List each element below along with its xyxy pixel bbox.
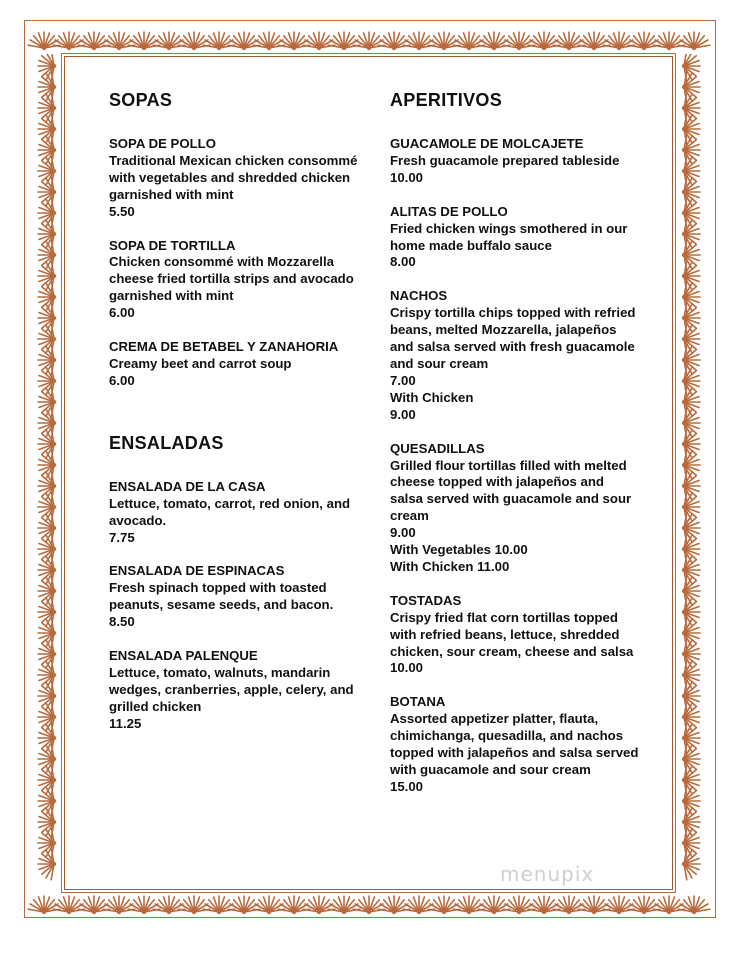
menu-item [390, 204, 640, 272]
fan-ornament-icon [38, 197, 56, 229]
fan-ornament-icon [38, 155, 56, 187]
watermark-logo: menupix [500, 862, 595, 886]
section-ensaladas [109, 431, 359, 733]
fan-ornament-icon [682, 722, 700, 754]
fan-ornament-icon [578, 32, 610, 50]
menu-item [109, 136, 359, 221]
fan-ornament-icon [38, 386, 56, 418]
section-title: APERITIVOS [390, 90, 503, 110]
fan-ornament-icon [38, 176, 56, 208]
fan-ornament-icon [38, 323, 56, 355]
fan-ornament-icon [682, 323, 700, 355]
section-title: SOPAS [109, 90, 173, 110]
item-name: GUACAMOLE DE MOLCAJETE [390, 136, 584, 151]
fan-ornament-icon [38, 827, 56, 859]
item-extra: 9.00 [390, 406, 416, 422]
fan-ornament-icon [278, 32, 310, 50]
fan-ornament-icon [682, 764, 700, 796]
fan-ornament-icon [38, 428, 56, 460]
fan-ornament-icon [682, 533, 700, 565]
fan-ornament-icon [453, 32, 485, 50]
fan-ornament-icon [38, 365, 56, 397]
fan-ornament-icon [403, 32, 435, 50]
fan-ornament-icon [38, 92, 56, 124]
fan-ornament-icon [682, 155, 700, 187]
fan-ornament-icon [428, 896, 460, 914]
fan-ornament-icon [53, 32, 85, 50]
fan-ornament-icon [228, 896, 260, 914]
item-name: QUESADILLAS [390, 440, 485, 456]
menu-item [109, 238, 359, 323]
fan-ornament-icon [38, 239, 56, 271]
fan-ornament-icon [128, 896, 160, 914]
menu-item [109, 479, 359, 547]
fan-ornament-icon [38, 54, 56, 82]
fan-ornament-icon [38, 680, 56, 712]
fan-ornament-icon [38, 491, 56, 523]
fan-ornament-icon [578, 896, 610, 914]
item-description: Creamy beet and carrot soup [109, 355, 292, 371]
item-price: 8.00 [390, 254, 416, 270]
fan-ornament-icon [682, 638, 700, 670]
fan-ornament-icon [178, 896, 210, 914]
fan-ornament-icon [378, 32, 410, 50]
item-price: 7.00 [390, 372, 416, 388]
fan-ornament-icon [38, 617, 56, 649]
fan-ornament-icon [682, 134, 700, 166]
fan-ornament-icon [28, 32, 60, 50]
item-name: ALITAS DE POLLO [390, 203, 508, 219]
menu-item [390, 288, 640, 423]
fan-ornament-icon [178, 32, 210, 50]
fan-ornament-icon [38, 134, 56, 166]
fan-ornament-icon [38, 281, 56, 313]
fan-ornament-icon [682, 449, 700, 481]
item-name: ENSALADA PALENQUE [109, 648, 258, 664]
border-right-ornament [676, 54, 714, 884]
item-name: ENSALADA DE ESPINACAS [109, 563, 285, 579]
left-column [109, 88, 359, 750]
fan-ornament-icon [378, 896, 410, 914]
item-price: 10.00 [390, 660, 424, 676]
fan-ornament-icon [328, 896, 360, 914]
item-name: CREMA DE BETABEL Y ZANAHORIA [109, 339, 339, 355]
fan-ornament-icon [682, 596, 700, 628]
item-price: 6.00 [109, 305, 135, 321]
fan-ornament-icon [682, 239, 700, 271]
fan-ornament-icon [682, 92, 700, 124]
fan-ornament-icon [203, 896, 235, 914]
fan-ornament-icon [38, 533, 56, 565]
item-extra: With Chicken 11.00 [390, 558, 510, 574]
fan-ornament-icon [682, 680, 700, 712]
fan-ornament-icon [678, 896, 710, 914]
fan-ornament-icon [682, 218, 700, 250]
fan-ornament-icon [253, 896, 285, 914]
fan-ornament-icon [653, 896, 685, 914]
item-description: Assorted appetizer platter, flauta, chimichanga, quesadilla, and nachos topped with jalapeños and salsa served with guacamole and sour cream [390, 711, 639, 777]
fan-ornament-icon [682, 344, 700, 376]
fan-ornament-icon [653, 32, 685, 50]
item-name: BOTANA [390, 694, 446, 710]
item-name: TOSTADAS [390, 592, 462, 608]
fan-ornament-icon [128, 32, 160, 50]
item-extra: With Vegetables 10.00 [390, 542, 528, 558]
fan-ornament-icon [682, 386, 700, 418]
fan-ornament-icon [603, 896, 635, 914]
fan-ornament-icon [528, 896, 560, 914]
fan-ornament-icon [682, 554, 700, 586]
fan-ornament-icon [682, 659, 700, 691]
fan-ornament-icon [603, 32, 635, 50]
fan-ornament-icon [38, 512, 56, 544]
fan-ornament-icon [682, 428, 700, 460]
fan-ornament-icon [38, 302, 56, 334]
fan-ornament-icon [478, 32, 510, 50]
item-price: 8.50 [109, 614, 135, 630]
item-price: 6.00 [109, 372, 135, 388]
fan-ornament-icon [38, 470, 56, 502]
fan-ornament-icon [38, 554, 56, 586]
fan-ornament-icon [682, 407, 700, 439]
item-price: 9.00 [390, 525, 416, 541]
section-gap [109, 407, 359, 431]
section-title: ENSALADAS [109, 432, 224, 453]
item-description: Crispy tortilla chips topped with refried beans, melted Mozzarella, jalapeños and salsa served with fresh guacamole and sour cream [390, 305, 636, 371]
fan-ornament-icon [38, 659, 56, 691]
fan-ornament-icon [328, 32, 360, 50]
item-description: Traditional Mexican chicken consommé with vegetables and shredded chicken garnished with mint [109, 152, 358, 202]
fan-ornament-icon [682, 470, 700, 502]
fan-ornament-icon [153, 32, 185, 50]
item-name: SOPA DE POLLO [109, 136, 216, 151]
fan-ornament-icon [303, 32, 335, 50]
fan-ornament-icon [682, 260, 700, 292]
item-description: Fresh guacamole prepared tableside [390, 152, 620, 168]
fan-ornament-icon [682, 491, 700, 523]
fan-ornament-icon [478, 896, 510, 914]
item-description: Chicken consommé with Mozzarella cheese fried tortilla strips and avocado garnished with mint [109, 254, 354, 304]
fan-ornament-icon [38, 449, 56, 481]
fan-ornament-icon [38, 407, 56, 439]
fan-ornament-icon [553, 896, 585, 914]
item-extra: With Chicken [390, 389, 474, 405]
fan-ornament-icon [628, 896, 660, 914]
fan-ornament-icon [403, 896, 435, 914]
fan-ornament-icon [682, 281, 700, 313]
fan-ornament-icon [682, 113, 700, 145]
section-sopas [109, 88, 359, 390]
fan-ornament-icon [503, 32, 535, 50]
fan-ornament-icon [678, 32, 710, 50]
fan-ornament-icon [682, 176, 700, 208]
fan-ornament-icon [682, 197, 700, 229]
menu-item [109, 648, 359, 733]
fan-ornament-icon [103, 32, 135, 50]
fan-ornament-icon [38, 785, 56, 817]
fan-ornament-icon [38, 575, 56, 607]
fan-ornament-icon [103, 896, 135, 914]
fan-ornament-icon [682, 743, 700, 775]
item-description: Crispy fried flat corn tortillas topped with refried beans, lettuce, shredded chicken, sour cream, cheese and salsa [390, 609, 634, 659]
right-column [390, 88, 640, 813]
fan-ornament-icon [682, 848, 700, 880]
fan-ornament-icon [38, 218, 56, 250]
item-description: Lettuce, tomato, walnuts, mandarin wedges, cranberries, apple, celery, and grilled chicken [109, 664, 354, 714]
fan-ornament-icon [53, 896, 85, 914]
fan-ornament-icon [682, 701, 700, 733]
fan-ornament-icon [38, 848, 56, 880]
fan-ornament-icon [682, 54, 700, 82]
item-name: SOPA DE TORTILLA [109, 237, 236, 253]
fan-ornament-icon [38, 806, 56, 838]
item-price: 15.00 [390, 778, 424, 794]
fan-ornament-icon [38, 260, 56, 292]
item-price: 10.00 [390, 169, 424, 185]
fan-ornament-icon [38, 701, 56, 733]
item-price: 11.25 [109, 715, 142, 731]
fan-ornament-icon [528, 32, 560, 50]
fan-ornament-icon [38, 596, 56, 628]
fan-ornament-icon [38, 71, 56, 103]
item-description: Lettuce, tomato, carrot, red onion, and avocado. [109, 495, 351, 528]
fan-ornament-icon [628, 32, 660, 50]
fan-ornament-icon [78, 32, 110, 50]
fan-ornament-icon [682, 71, 700, 103]
item-name: ENSALADA DE LA CASA [109, 478, 266, 494]
fan-ornament-icon [453, 896, 485, 914]
menu-item [390, 694, 640, 795]
fan-ornament-icon [353, 896, 385, 914]
fan-ornament-icon [38, 344, 56, 376]
fan-ornament-icon [682, 575, 700, 607]
fan-ornament-icon [553, 32, 585, 50]
fan-ornament-icon [38, 722, 56, 754]
item-name: NACHOS [390, 288, 448, 304]
fan-ornament-icon [303, 896, 335, 914]
fan-ornament-icon [682, 512, 700, 544]
fan-ornament-icon [38, 743, 56, 775]
fan-ornament-icon [153, 896, 185, 914]
item-price: 7.75 [109, 529, 135, 545]
fan-ornament-icon [228, 32, 260, 50]
fan-ornament-icon [253, 32, 285, 50]
fan-ornament-icon [682, 302, 700, 334]
menu-item [109, 563, 359, 631]
fan-ornament-icon [38, 764, 56, 796]
menu-item [390, 136, 640, 187]
fan-ornament-icon [278, 896, 310, 914]
fan-ornament-icon [682, 365, 700, 397]
fan-ornament-icon [353, 32, 385, 50]
item-description: Grilled flour tortillas filled with melted cheese topped with jalapeños and salsa served with guacamole and sour cream [390, 457, 632, 524]
menu-item [109, 339, 359, 390]
fan-ornament-icon [428, 32, 460, 50]
border-top-ornament [24, 20, 714, 54]
item-description: Fried chicken wings smothered in our home made buffalo sauce [390, 220, 628, 253]
border-left-ornament [24, 54, 62, 884]
fan-ornament-icon [78, 896, 110, 914]
fan-ornament-icon [682, 827, 700, 859]
item-price: 5.50 [109, 203, 135, 219]
menu-item [390, 593, 640, 678]
fan-ornament-icon [682, 785, 700, 817]
fan-ornament-icon [682, 617, 700, 649]
fan-ornament-icon [38, 113, 56, 145]
fan-ornament-icon [503, 896, 535, 914]
menu-item [390, 441, 640, 576]
fan-ornament-icon [28, 896, 60, 914]
fan-ornament-icon [38, 638, 56, 670]
item-description: Fresh spinach topped with toasted peanuts, sesame seeds, and bacon. [109, 580, 334, 613]
fan-ornament-icon [203, 32, 235, 50]
fan-ornament-icon [682, 806, 700, 838]
